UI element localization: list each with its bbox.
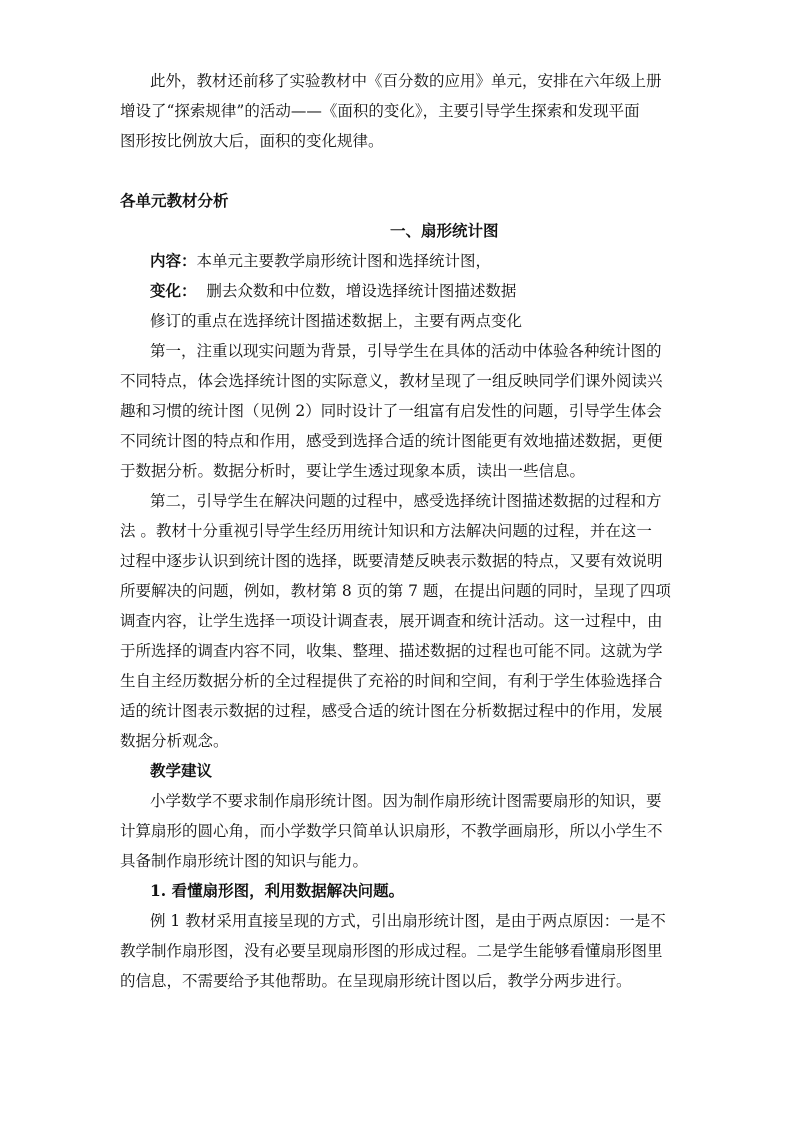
- first-point-line-5: 于数据分析。数据分析时，要让学生透过现象本质，读出一些信息。: [120, 462, 586, 480]
- teaching-line-1: 小学数学不要求制作扇形统计图。因为制作扇形统计图需要扇形的知识，要: [150, 792, 662, 810]
- second-point-line-7: 生自主经历数据分析的全过程提供了充裕的时间和空间，有利于学生体验选择合: [120, 672, 663, 690]
- second-point-line-5: 调查内容，让学生选择一项设计调查表，展开调查和统计活动。这一过程中，由: [120, 612, 663, 630]
- subheading: 1. 看懂扇形图，利用数据解决问题。: [150, 881, 405, 900]
- content-line: [150, 251, 676, 271]
- change-text: 删去众数和中位数，增设选择统计图描述数据: [196, 282, 517, 300]
- change-line: [150, 281, 676, 301]
- first-point-line-2: 不同特点，体会选择统计图的实际意义，教材呈现了一组反映同学们课外阅读兴: [120, 372, 663, 390]
- section-title: 各单元教材分析: [120, 191, 229, 210]
- revision-focus: 修订的重点在选择统计图描述数据上，主要有两点变化: [150, 312, 523, 330]
- first-point-line-4: 不同统计图的特点和作用，感受到选择合适的统计图能更有效地描述数据，更便: [120, 432, 663, 450]
- teaching-line-3: 具备制作扇形统计图的知识与能力。: [120, 852, 369, 870]
- first-point-line-3: 趣和习惯的统计图（见例 2）同时设计了一组富有启发性的问题，引导学生体会: [120, 402, 662, 420]
- second-point-line-6: 于所选择的调查内容不同，收集、整理、描述数据的过程也可能不同。这就为学: [120, 642, 663, 660]
- teaching-line-2: 计算扇形的圆心角，而小学数学只简单认识扇形，不教学画扇形，所以小学生不: [120, 822, 663, 840]
- intro-line-2: 增设了“探索规律”的活动——《面积的变化》，主要引导学生探索和发现平面: [120, 102, 640, 120]
- change-label: 变化：: [150, 281, 197, 300]
- example-line-2: 教学制作扇形图，没有必要呈现扇形图的形成过程。二是学生能够看懂扇形图里: [120, 942, 663, 960]
- second-point-line-9: 数据分析观念。: [120, 732, 229, 750]
- first-point-line-1: 第一，注重以现实问题为背景，引导学生在具体的活动中体验各种统计图的: [150, 342, 662, 360]
- second-point-line-1: 第二，引导学生在解决问题的过程中，感受选择统计图描述数据的过程和方: [150, 492, 662, 510]
- intro-line-1: 此外，教材还前移了实验教材中《百分数的应用》单元，安排在六年级上册: [150, 72, 662, 90]
- content-text: 本单元主要教学扇形统计图和选择统计图，: [196, 252, 492, 270]
- example-line-1: 例 1 教材采用直接呈现的方式，引出扇形统计图，是由于两点原因：一是不: [150, 912, 666, 930]
- intro-line-3: 图形按比例放大后，面积的变化规律。: [120, 132, 384, 150]
- content-label: 内容：: [150, 251, 197, 270]
- teaching-title: 教学建议: [150, 761, 213, 780]
- second-point-line-3: 过程中逐步认识到统计图的选择，既要清楚反映表示数据的特点，又要有效说明: [120, 552, 663, 570]
- second-point-line-2: 法 。教材十分重视引导学生经历用统计知识和方法解决问题的过程，并在这一: [120, 522, 652, 540]
- second-point-line-4: 所要解决的问题，例如，教材第 8 页的第 7 题，在提出问题的同时，呈现了四项: [120, 582, 671, 600]
- example-line-3: 的信息，不需要给予其他帮助。在呈现扇形统计图以后，教学分两步进行。: [120, 972, 632, 990]
- unit-title: 一、扇形统计图: [390, 221, 499, 240]
- second-point-line-8: 适的统计图表示数据的过程，感受合适的统计图在分析数据过程中的作用，发展: [120, 702, 663, 720]
